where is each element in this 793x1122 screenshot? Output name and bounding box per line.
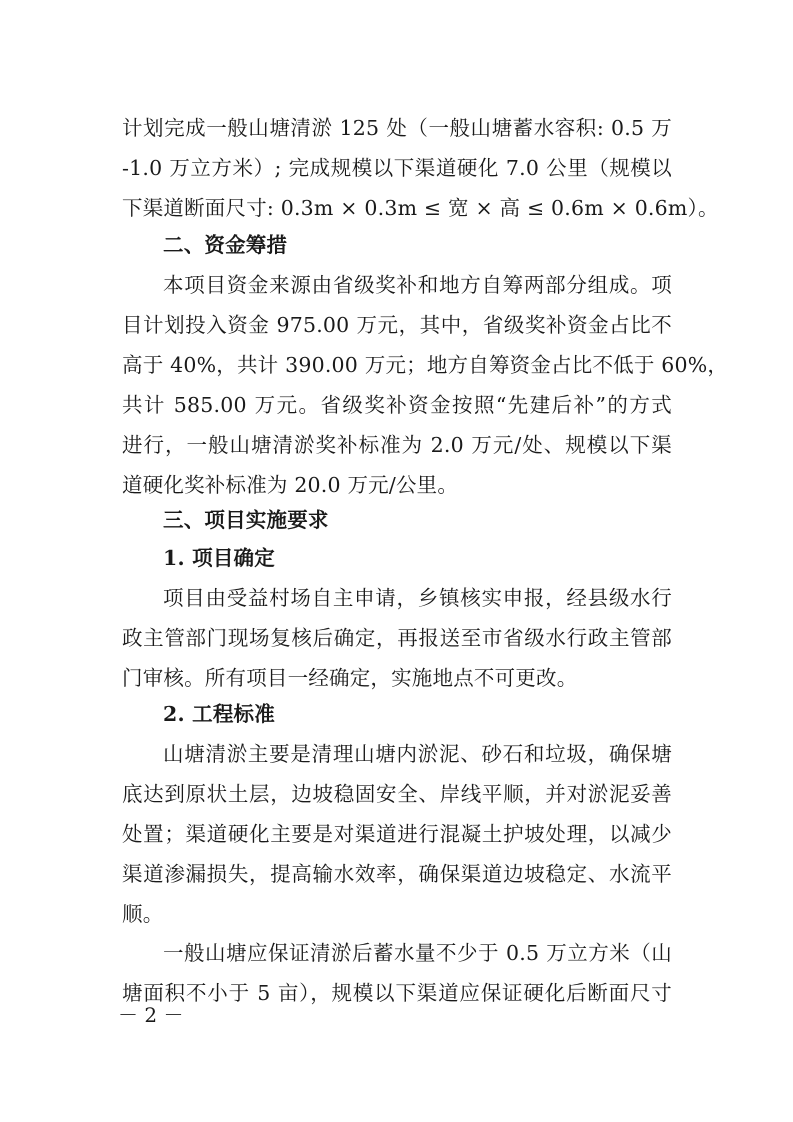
body-line: 处置；渠道硬化主要是对渠道进行混凝土护坡处理，以减少 [122,822,672,846]
body-line: 下渠道断面尺寸: 0.3m × 0.3m ≤ 宽 × 高 ≤ 0.6m × 0.6m）。 [122,196,719,220]
body-line: 门审核。所有项目一经确定，实施地点不可更改。 [122,666,578,690]
body-line: 计划完成一般山塘清淤 125 处（一般山塘蓄水容积: 0.5 万 [122,116,672,140]
body-line: 目计划投入资金 975.00 万元，其中，省级奖补资金占比不 [122,313,672,337]
body-line: 道硬化奖补标准为 20.0 万元/公里。 [122,473,459,497]
body-line: 山塘清淤主要是清理山塘内淤泥、砂石和垃圾，确保塘 [163,742,672,766]
body-line: 高于 40%，共计 390.00 万元；地方自筹资金占比不低于 60%， [122,353,729,377]
body-line: 共计 585.00 万元。省级奖补资金按照“先建后补”的方式 [122,393,672,417]
subsection-heading-project-confirm: 1. 项目确定 [163,546,275,570]
body-line: 渠道渗漏损失，提高输水效率，确保渠道边坡稳定、水流平 [122,862,672,886]
body-line: 底达到原状土层，边坡稳固安全、岸线平顺，并对淤泥妥善 [122,782,672,806]
body-line: 塘面积不小于 5 亩），规模以下渠道应保证硬化后断面尺寸 [122,981,672,1005]
section-heading-funding: 二、资金筹措 [163,233,288,257]
body-line: 进行，一般山塘清淤奖补标准为 2.0 万元/处、规模以下渠 [122,433,672,457]
section-heading-requirements: 三、项目实施要求 [163,508,329,532]
body-line: 项目由受益村场自主申请，乡镇核实申报，经县级水行 [163,586,672,610]
body-line: 政主管部门现场复核后确定，再报送至市省级水行政主管部 [122,626,672,650]
body-line: 顺。 [122,902,164,926]
body-line: 一般山塘应保证清淤后蓄水量不少于 0.5 万立方米（山 [163,941,672,965]
page-number: － 2 － [118,1003,184,1027]
body-line: -1.0 万立方米）; 完成规模以下渠道硬化 7.0 公里（规模以 [122,156,672,180]
body-line: 本项目资金来源由省级奖补和地方自筹两部分组成。项 [163,273,672,297]
subsection-heading-engineering-standard: 2. 工程标准 [163,702,275,726]
